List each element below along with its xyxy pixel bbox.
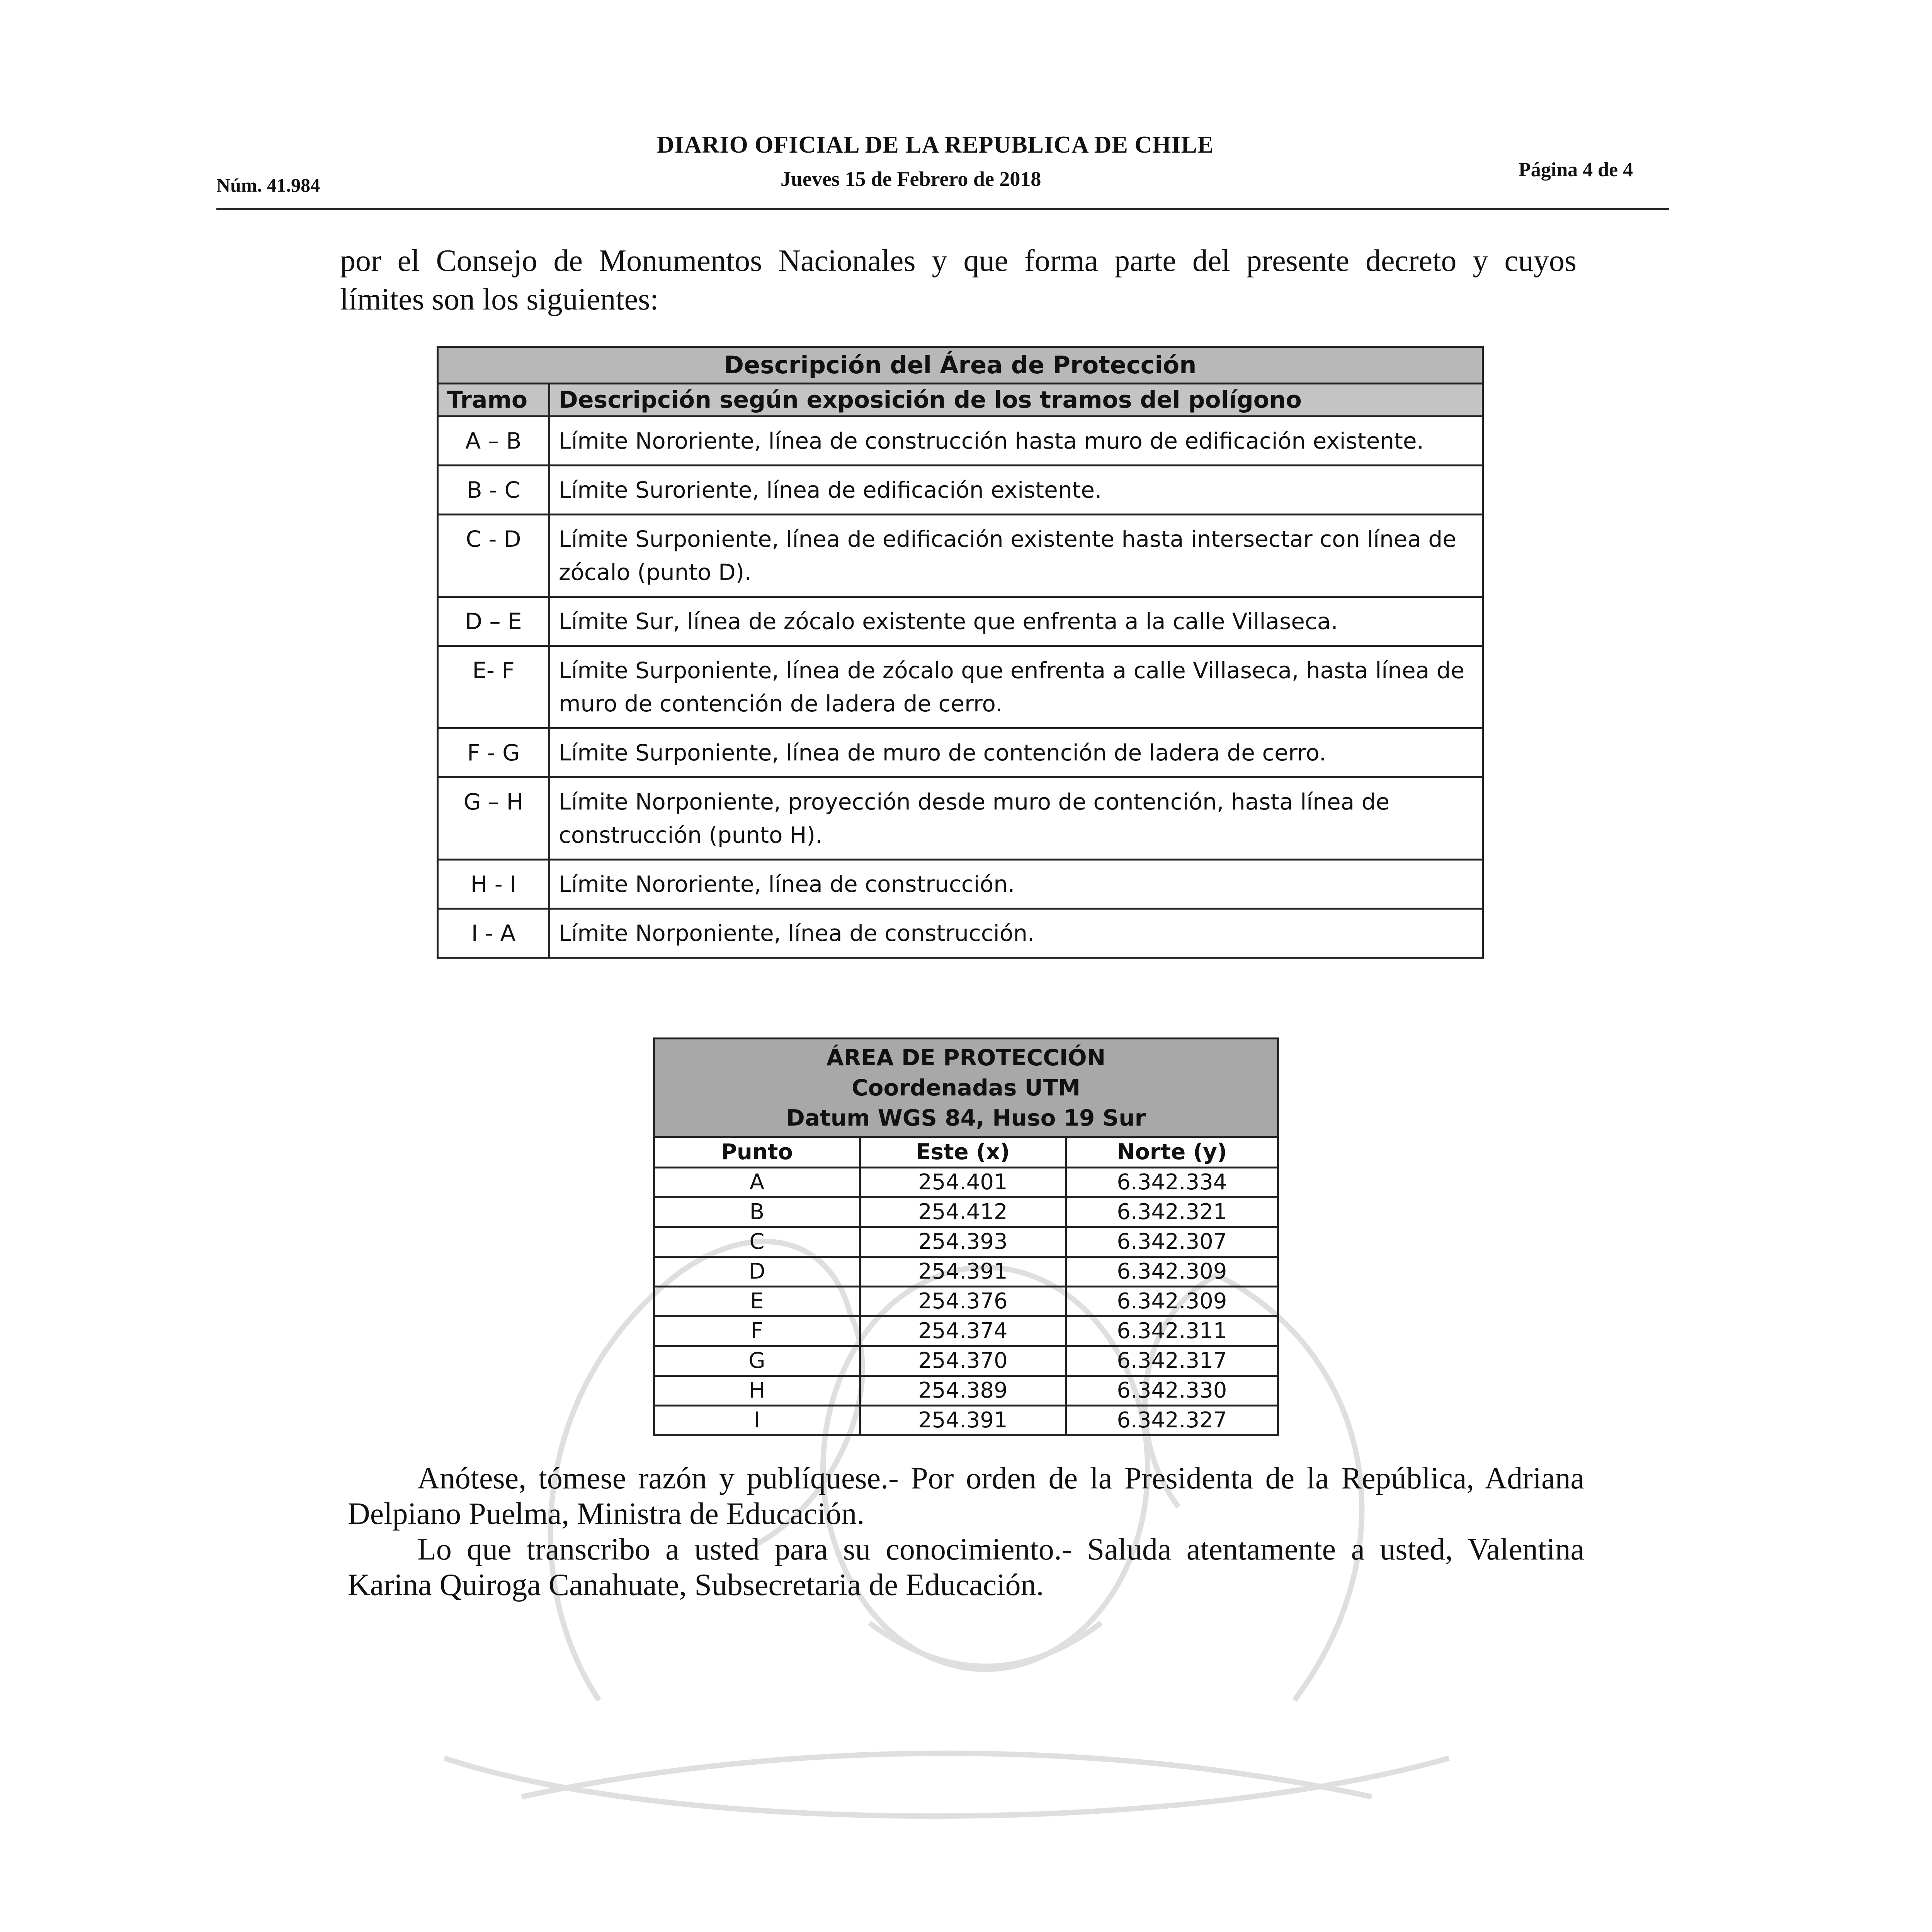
description-cell: Límite Sur, línea de zócalo existente que enfrenta a la calle Villaseca. <box>549 597 1483 646</box>
norte-cell: 6.342.309 <box>1066 1257 1278 1287</box>
publication-date: Jueves 15 de Febrero de 2018 <box>781 167 1041 190</box>
norte-cell: 6.342.327 <box>1066 1406 1278 1435</box>
tramo-cell: E- F <box>438 646 549 728</box>
tramo-cell: H - I <box>438 860 549 909</box>
table-row <box>438 909 1483 958</box>
table-row <box>438 646 1483 728</box>
punto-cell: G <box>654 1346 860 1376</box>
punto-cell: F <box>654 1316 860 1346</box>
closing-paragraph-1: Anótese, tómese razón y publíquese.- Por orden de la Presidenta de la República, Adriana Delpiano Puelma, Ministra de Educación. <box>348 1461 1584 1531</box>
este-cell: 254.401 <box>860 1168 1066 1197</box>
este-cell: 254.389 <box>860 1376 1066 1406</box>
este-cell: 254.374 <box>860 1316 1066 1346</box>
protection-area-description-table <box>437 346 1484 959</box>
tramo-cell: I - A <box>438 909 549 958</box>
table-row <box>438 515 1483 597</box>
table-row <box>438 777 1483 860</box>
table1-header-description: Descripción según exposición de los tramos del polígono <box>549 384 1483 417</box>
norte-cell: 6.342.311 <box>1066 1316 1278 1346</box>
closing-text <box>348 1461 1584 1603</box>
table-row <box>438 728 1483 777</box>
este-cell: 254.393 <box>860 1227 1066 1257</box>
table-row <box>654 1287 1278 1316</box>
page-number: Página 4 de 4 <box>1519 159 1633 181</box>
table2-caption-line-2: Coordenadas UTM <box>852 1075 1080 1101</box>
este-cell: 254.391 <box>860 1257 1066 1287</box>
description-cell: Límite Surponiente, línea de muro de contención de ladera de cerro. <box>549 728 1483 777</box>
description-cell: Límite Norponiente, proyección desde muro de contención, hasta línea de construcción (punto H). <box>549 777 1483 860</box>
table2-caption-line-3: Datum WGS 84, Huso 19 Sur <box>786 1105 1146 1131</box>
tramo-cell: B - C <box>438 466 549 515</box>
este-cell: 254.376 <box>860 1287 1066 1316</box>
punto-cell: I <box>654 1406 860 1435</box>
description-cell: Límite Surponiente, línea de edificación existente hasta intersectar con línea de zócalo (punto D). <box>549 515 1483 597</box>
este-cell: 254.370 <box>860 1346 1066 1376</box>
tramo-cell: G – H <box>438 777 549 860</box>
utm-coordinates-table <box>653 1037 1279 1436</box>
table-row <box>438 466 1483 515</box>
header-rule <box>216 208 1669 210</box>
tramo-cell: A – B <box>438 417 549 466</box>
closing-paragraph-2: Lo que transcribo a usted para su conocimiento.- Saluda atentamente a usted, Valentina Karina Quiroga Canahuate, Subsecretaria de Educación. <box>348 1532 1584 1602</box>
table-row <box>654 1346 1278 1376</box>
tramo-cell: F - G <box>438 728 549 777</box>
punto-cell: C <box>654 1227 860 1257</box>
publication-title: DIARIO OFICIAL DE LA REPUBLICA DE CHILE <box>657 132 1214 158</box>
intro-line-1: por el Consejo de Monumentos Nacionales y que forma parte del presente decreto y cuyos <box>340 244 1577 278</box>
table2-header-norte: Norte (y) <box>1066 1137 1278 1168</box>
table-row <box>438 417 1483 466</box>
description-cell: Límite Surponiente, línea de zócalo que enfrenta a calle Villaseca, hasta línea de muro de contención de ladera de cerro. <box>549 646 1483 728</box>
table-row <box>654 1406 1278 1435</box>
punto-cell: H <box>654 1376 860 1406</box>
punto-cell: A <box>654 1168 860 1197</box>
table1-header-tramo: Tramo <box>438 384 549 417</box>
table-row <box>654 1197 1278 1227</box>
punto-cell: B <box>654 1197 860 1227</box>
table2-header-este: Este (x) <box>860 1137 1066 1168</box>
table2-header-punto: Punto <box>654 1137 860 1168</box>
table1-caption: Descripción del Área de Protección <box>438 347 1483 384</box>
table-row <box>438 597 1483 646</box>
table-row <box>438 860 1483 909</box>
intro-line-2: límites son los siguientes: <box>340 282 659 316</box>
este-cell: 254.391 <box>860 1406 1066 1435</box>
norte-cell: 6.342.317 <box>1066 1346 1278 1376</box>
tramo-cell: C - D <box>438 515 549 597</box>
norte-cell: 6.342.334 <box>1066 1168 1278 1197</box>
table2-caption-line-1: ÁREA DE PROTECCIÓN <box>826 1044 1106 1071</box>
issue-number: Núm. 41.984 <box>216 174 320 196</box>
norte-cell: 6.342.309 <box>1066 1287 1278 1316</box>
punto-cell: D <box>654 1257 860 1287</box>
table2-caption <box>654 1039 1278 1137</box>
norte-cell: 6.342.321 <box>1066 1197 1278 1227</box>
norte-cell: 6.342.307 <box>1066 1227 1278 1257</box>
table-row <box>654 1257 1278 1287</box>
norte-cell: 6.342.330 <box>1066 1376 1278 1406</box>
description-cell: Límite Nororiente, línea de construcción. <box>549 860 1483 909</box>
este-cell: 254.412 <box>860 1197 1066 1227</box>
tramo-cell: D – E <box>438 597 549 646</box>
table-row <box>654 1316 1278 1346</box>
table-row <box>654 1227 1278 1257</box>
description-cell: Límite Suroriente, línea de edificación existente. <box>549 466 1483 515</box>
table-row <box>654 1376 1278 1406</box>
intro-paragraph <box>340 242 1577 319</box>
table-row <box>654 1168 1278 1197</box>
punto-cell: E <box>654 1287 860 1316</box>
description-cell: Límite Nororiente, línea de construcción hasta muro de edificación existente. <box>549 417 1483 466</box>
description-cell: Límite Norponiente, línea de construcción. <box>549 909 1483 958</box>
